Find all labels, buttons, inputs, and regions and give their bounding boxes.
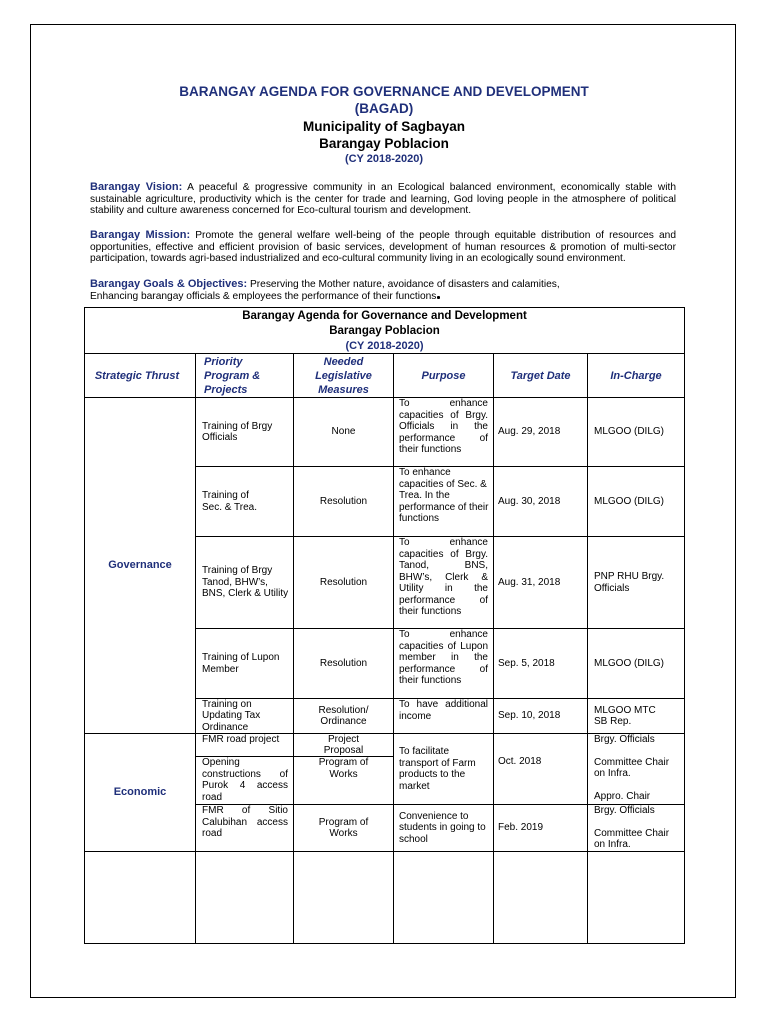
thrust-economic: Economic: [84, 734, 196, 852]
goals-text-1: Preserving the Mother nature, avoidance of disasters and calamities,: [249, 279, 560, 290]
table-row-date: Oct. 2018: [494, 734, 588, 805]
table-row-purpose: To enhance capacities of Brgy. Tanod, BNS, BHW’s, Clerk & Utility in the performance of their functions: [394, 537, 494, 629]
municipality-name: Municipality of Sagbayan: [302, 119, 466, 134]
table-row-program: Training of Lupon Member: [196, 629, 294, 699]
document-title: BARANGAY AGENDA FOR GOVERNANCE AND DEVELOPMENT: [179, 84, 589, 99]
header-target-date: Target Date: [494, 354, 588, 398]
table-row-program: Training on Updating Tax Ordinance: [196, 699, 294, 734]
header-legislative-measures: Needed Legislative Measures: [294, 354, 394, 398]
table-title-block: [84, 307, 685, 354]
table-row-program: FMR road project: [196, 734, 294, 757]
table-row-purpose: To have additional income: [394, 699, 494, 734]
table-row-date: Aug. 31, 2018: [494, 537, 588, 629]
table-row-measure: Resolution: [294, 537, 394, 629]
empty-cell: [196, 852, 294, 944]
table-row-incharge: MLGOO MTC SB Rep.: [588, 699, 685, 734]
vision-text: A peaceful & progressive community in an Ecological balanced environment, economically stable with sustainable agriculture, productivity which is the center for trade and learning, God loving people in the atmosphere of political stability and culture awareness concerned for Eco-cultural tourism and development.: [90, 182, 676, 216]
table-row-incharge: PNP RHU Brgy. Officials: [588, 537, 685, 629]
table-row-incharge: MLGOO (DILG): [588, 398, 685, 467]
table-row-measure: Resolution: [294, 467, 394, 537]
table-row-date: Aug. 30, 2018: [494, 467, 588, 537]
table-barangay: Barangay Poblacion: [329, 325, 440, 337]
table-row-program: FMR of Sitio Calubihan access road: [196, 805, 294, 852]
table-row-purpose: Convenience to students in going to school: [394, 805, 494, 852]
table-row-purpose: To enhance capacities of Brgy. Officials in the performance of their functions: [394, 398, 494, 467]
table-title: Barangay Agenda for Governance and Development: [242, 310, 527, 322]
header-purpose: Purpose: [394, 354, 494, 398]
table-row-incharge: MLGOO (DILG): [588, 629, 685, 699]
table-row-incharge: MLGOO (DILG): [588, 467, 685, 537]
empty-cell: [84, 852, 196, 944]
goals-label: Barangay Goals & Objectives:: [90, 278, 248, 290]
table-row-measure: Resolution: [294, 629, 394, 699]
table-row-program: Training of Brgy Tanod, BHW’s, BNS, Clerk & Utility: [196, 537, 294, 629]
header-in-charge: In-Charge: [588, 354, 685, 398]
table-row-program: Training of Sec. & Trea.: [196, 467, 294, 537]
table-row-measure: None: [294, 398, 394, 467]
table-row-purpose: To facilitate transport of Farm products to the market: [394, 734, 494, 805]
table-row-measure: Program of Works: [294, 805, 394, 852]
incharge-line: Brgy. Officials: [594, 734, 655, 745]
table-row-date: Sep. 10, 2018: [494, 699, 588, 734]
table-row-date: Feb. 2019: [494, 805, 588, 852]
period: (CY 2018-2020): [344, 153, 424, 165]
goals-text-2: Enhancing barangay officials & employees the performance of their functions: [90, 290, 437, 302]
empty-cell: [294, 852, 394, 944]
table-row-measure: Resolution/ Ordinance: [294, 699, 394, 734]
incharge-line: Committee Chair on Infra.: [594, 827, 670, 850]
table-row-purpose: To enhance capacities of Sec. & Trea. In the performance of their functions: [394, 467, 494, 537]
mission-label: Barangay Mission:: [90, 229, 191, 241]
empty-cell: [588, 852, 685, 944]
mission-paragraph: [90, 230, 676, 265]
table-row-date: Aug. 29, 2018: [494, 398, 588, 467]
vision-label: Barangay Vision:: [90, 181, 183, 193]
table-row-program: Training of Brgy Officials: [196, 398, 294, 467]
header-strategic-thrust: Strategic Thrust: [84, 354, 196, 398]
table-row-measure: Program of Works: [294, 757, 394, 805]
document-acronym: (BAGAD): [354, 101, 414, 116]
thrust-governance: Governance: [84, 398, 196, 734]
goals-paragraph: [90, 279, 676, 302]
barangay-name: Barangay Poblacion: [319, 136, 449, 151]
mission-text: Promote the general welfare well-being of the people through equitable distribution of resources and opportunities, effective and efficient provision of basic services, development of human resources & promotion of multi-sector participation, towards agri-based industrialized and eco-cultural community living in an ecologically sound environment.: [90, 230, 676, 264]
incharge-line: Committee Chair on Infra.: [594, 756, 670, 779]
header-priority-program: Priority Program & Projects: [196, 354, 294, 398]
table-row-program: Opening constructions of Purok 4 access road: [196, 757, 294, 805]
incharge-line: Appro. Chair: [594, 790, 651, 802]
table-row-measure: Project Proposal: [294, 734, 394, 757]
table-row-date: Sep. 5, 2018: [494, 629, 588, 699]
table-period: (CY 2018-2020): [345, 340, 424, 352]
table-row-incharge: [588, 734, 685, 805]
empty-cell: [494, 852, 588, 944]
vision-paragraph: [90, 182, 676, 217]
table-row-incharge: [588, 805, 685, 852]
table-row-purpose: To enhance capacities of Lupon member in the performance of their functions: [394, 629, 494, 699]
empty-cell: [394, 852, 494, 944]
incharge-line: Brgy. Officials: [594, 805, 655, 816]
